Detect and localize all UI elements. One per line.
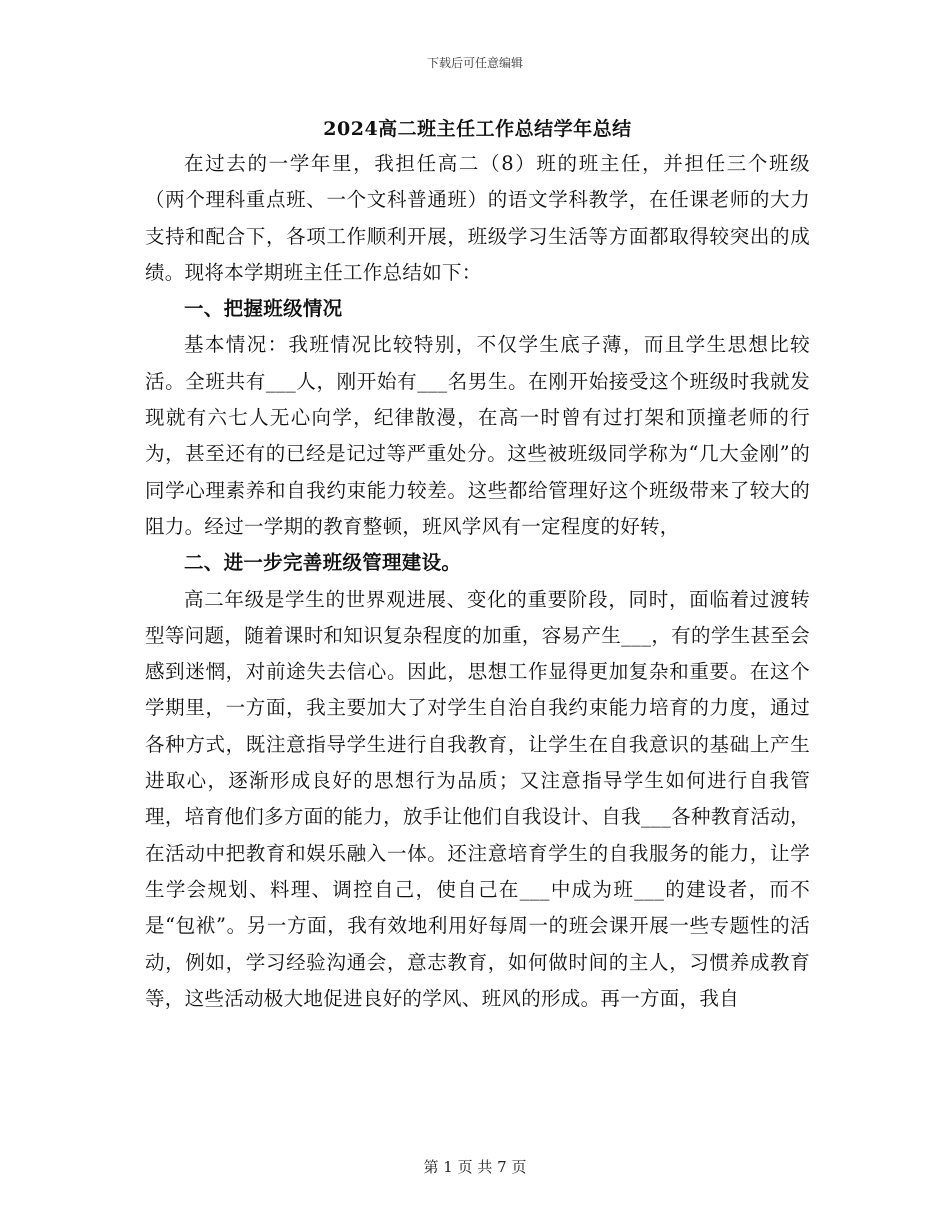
page-number: 第 1 页 共 7 页 [423,1158,527,1176]
section-heading-2: 二、进一步完善班级管理建设。 [184,551,462,575]
intro-paragraph: 在过去的一学年里，我担任高二（8）班的班主任，并担任三个班级（两个理科重点班、一个文科普通班）的语文学科教学，在任课老师的大力支持和配合下，各项工作顺利开展，班级学习生活等方面都取得较突出的成绩。现将本学期班主任工作总结如下： [145,152,810,284]
page-header-note: 下载后可任意编辑 [426,56,523,70]
document-body [145,104,810,1017]
basic-situation-paragraph: 基本情况：我班情况比较特别，不仅学生底子薄，而且学生思想比较活。全班共有___人，刚开始有___名男生。在刚开始接受这个班级时我就发现就有六七人无心向学，纪律散漫，在高一时曾有过打架和顶撞老师的行为，甚至还有的已经是记过等严重处分。这些被班级同学称为“几大金刚”的同学心理素养和自我约束能力较差。这些都给管理好这个班级带来了较大的阻力。经过一学期的教育整顿，班风学风有一定程度的好转， [145,333,810,538]
section-heading-1: 一、把握班级情况 [184,297,343,321]
document-title: 2024高二班主任工作总结学年总结 [323,118,632,140]
management-paragraph: 高二年级是学生的世界观进展、变化的重要阶段，同时，面临着过渡转型等问题，随着课时和知识复杂程度的加重，容易产生___，有的学生甚至会感到迷惘，对前途失去信心。因此，思想工作显得更加复杂和重要。在这个学期里，一方面，我主要加大了对学生自治自我约束能力培育的力度，通过各种方式，既注意指导学生进行自我教育，让学生在自我意识的基础上产生进取心，逐渐形成良好的思想行为品质；又注意指导学生如何进行自我管理，培育他们多方面的能力，放手让他们自我设计、自我___各种教育活动，在活动中把教育和娱乐融入一体。还注意培育学生的自我服务的能力，让学生学会规划、料理、调控自己，使自己在___中成为班___的建设者，而不是“包袱”。另一方面，我有效地利用好每周一的班会课开展一些专题性的活动，例如，学习经验沟通会，意志教育，如何做时间的主人，习惯养成教育等，这些活动极大地促进良好的学风、班风的形成。再一方面，我自 [145,587,810,1010]
